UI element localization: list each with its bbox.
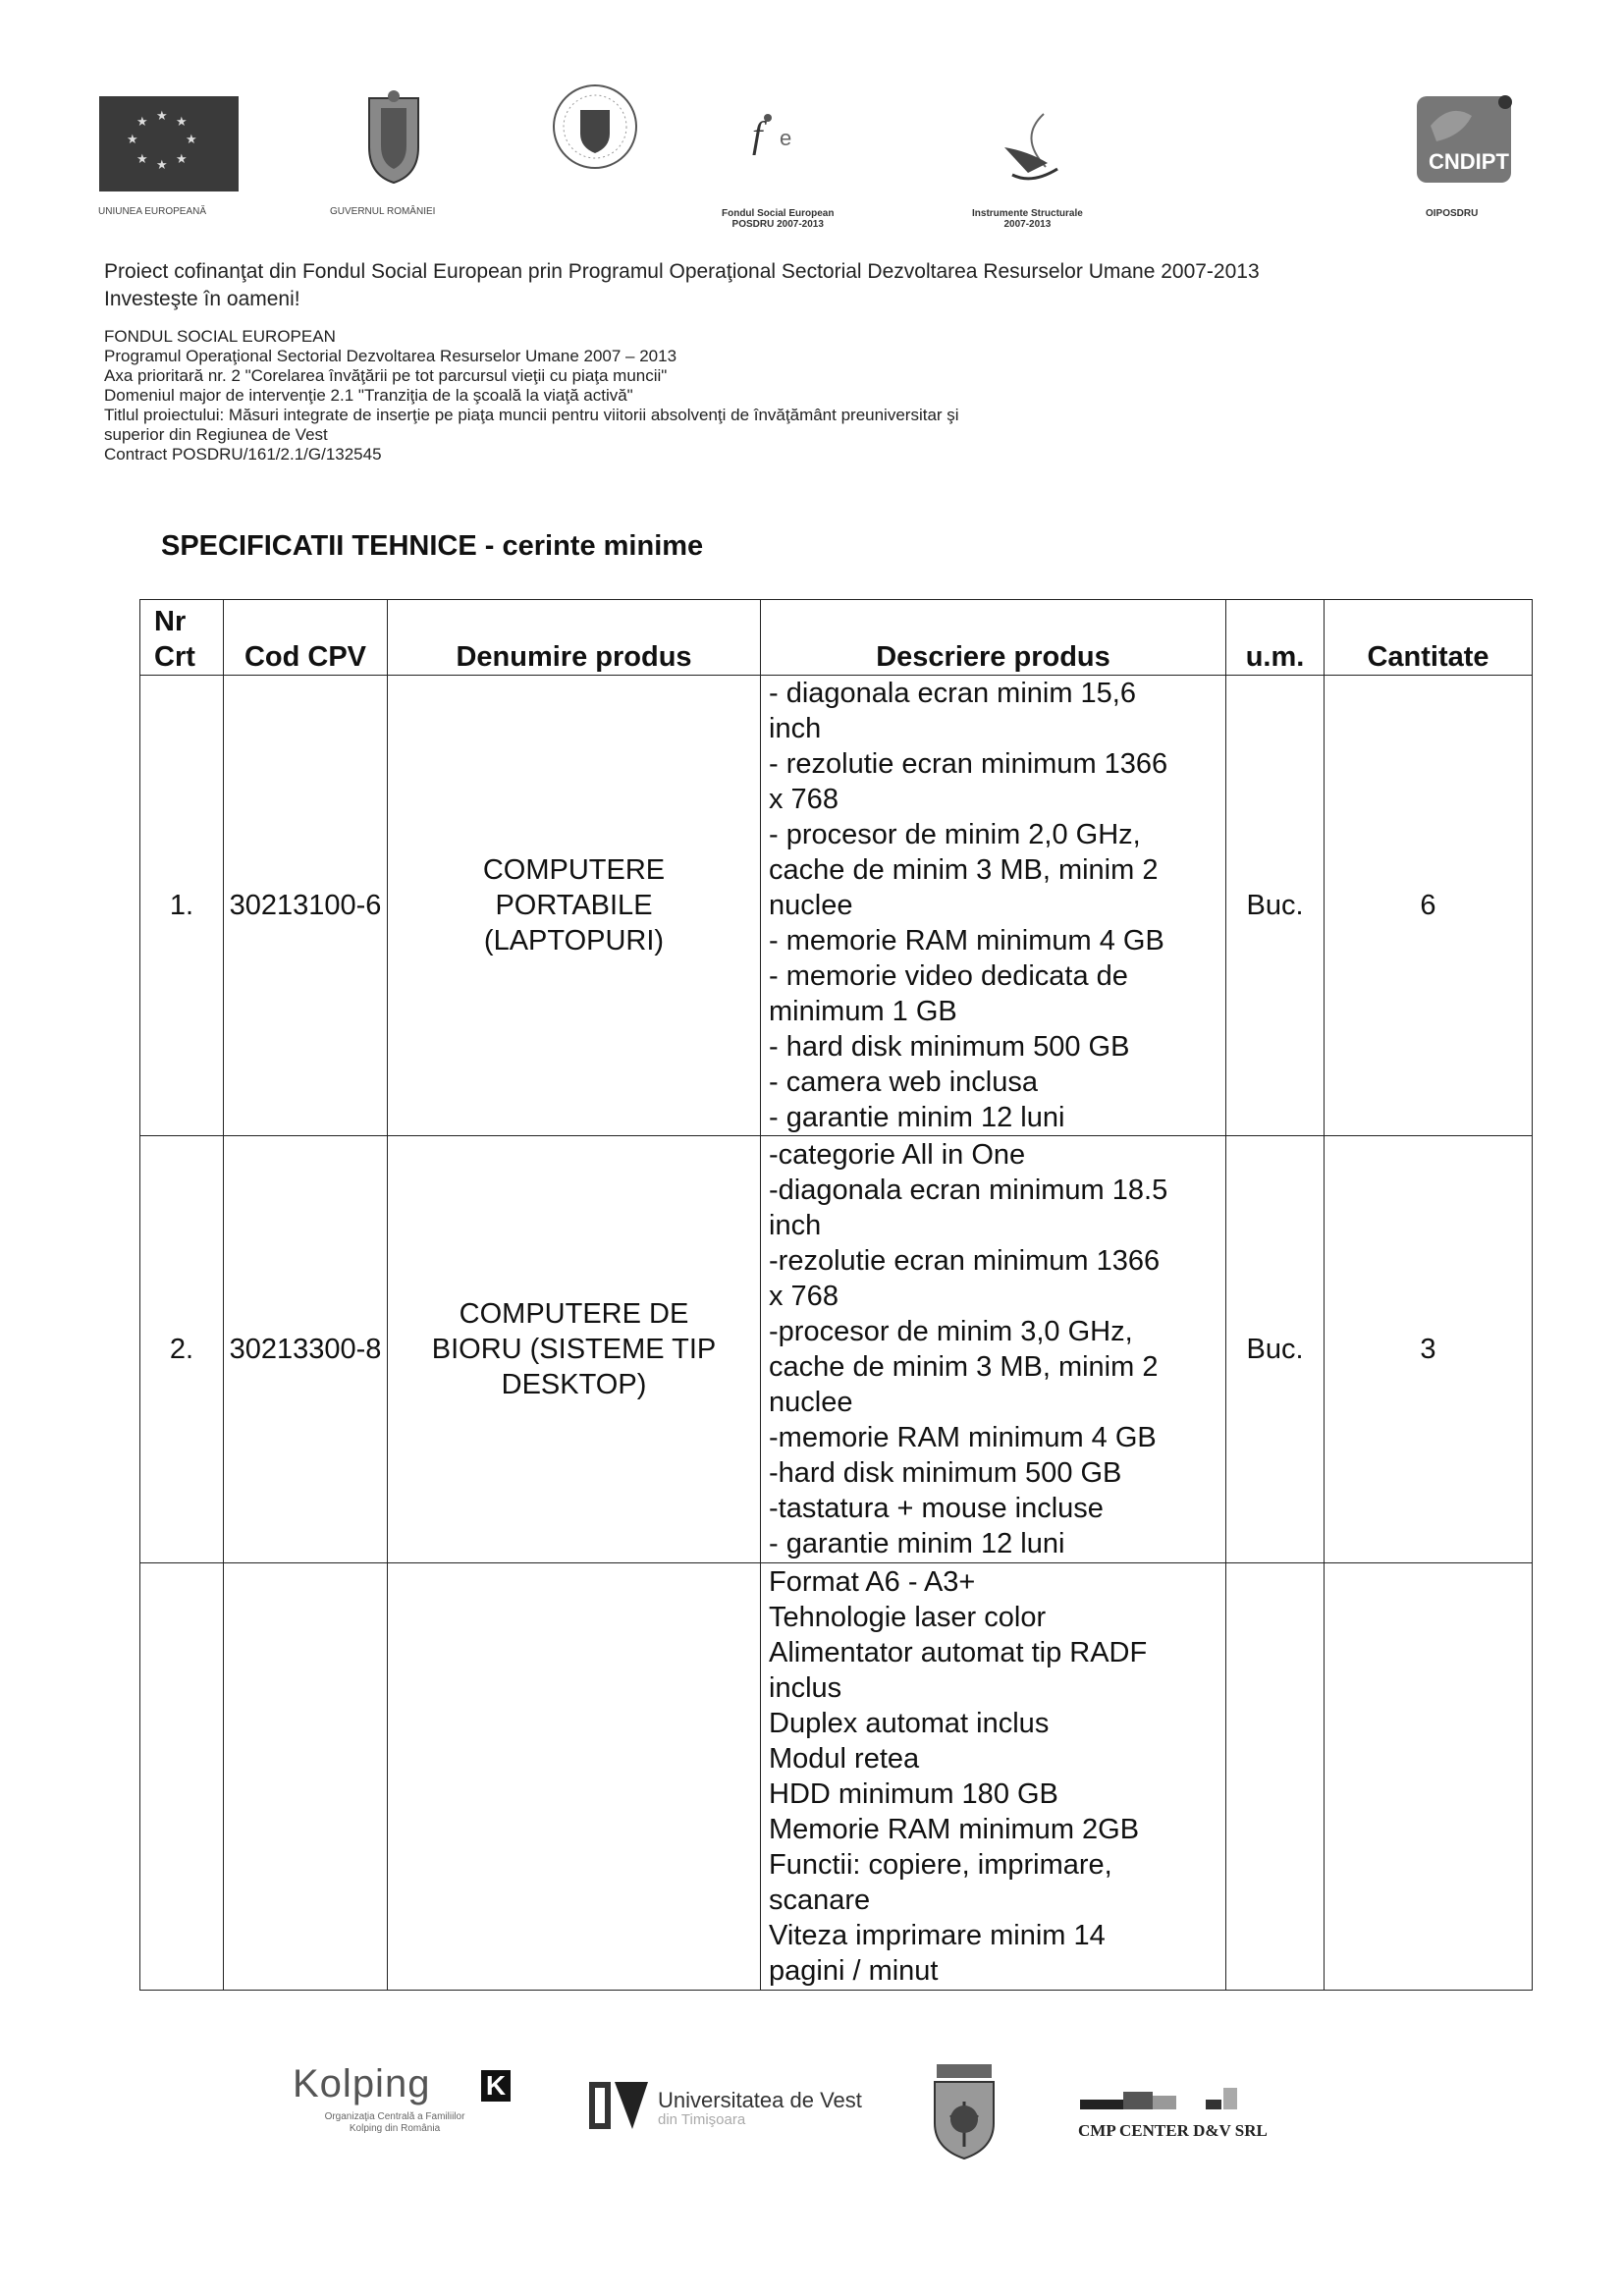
romanian-coat-of-arms-icon — [361, 88, 426, 187]
description-line: cache de minim 3 MB, minim 2 — [769, 854, 1159, 886]
is-caption-line-1: Instrumente Structurale — [972, 208, 1083, 219]
fse-caption-line-1: Fondul Social European — [722, 208, 835, 219]
description-line: Alimentator automat tip RADF — [769, 1637, 1148, 1668]
description-line: -rezolutie ecran minimum 1366 — [769, 1245, 1161, 1277]
description-line: x 768 — [769, 1281, 839, 1312]
description-line: - diagonala ecran minim 15,6 — [769, 678, 1136, 709]
program-line-3: Axa prioritară nr. 2 "Corelarea învăţării pe tot parcursul vieţii cu piaţa muncii" — [104, 366, 668, 385]
header-crt: Crt — [154, 641, 195, 673]
eu-caption: UNIUNEA EUROPEANĂ — [98, 206, 207, 217]
eu-flag-logo: ★ ★ ★ ★ ★ ★ ★ ★ — [99, 96, 239, 191]
description-line: minimum 1 GB — [769, 996, 957, 1027]
table-row — [140, 1563, 1533, 1991]
project-intro — [104, 258, 1260, 313]
description-line: nuclee — [769, 1387, 853, 1418]
description-line: inch — [769, 713, 822, 744]
row-cpv — [224, 1563, 388, 1991]
header-nr: Nr — [154, 606, 187, 637]
header-cpv: Cod CPV — [224, 600, 388, 676]
row-nr — [140, 1563, 224, 1991]
document-title: SPECIFICATII TEHNICE - cerinte minime — [161, 530, 704, 562]
svg-text:f: f — [752, 115, 763, 156]
structural-instruments-logo-icon — [989, 108, 1063, 187]
description-line: - garantie minim 12 luni — [769, 1102, 1065, 1133]
row-product-name — [388, 676, 761, 1136]
is-caption-line-2: 2007-2013 — [1003, 219, 1052, 230]
kolping-subtitle-line-1: Organizaţia Centrală a Familiilor — [324, 2111, 465, 2122]
table-header-row — [140, 600, 1533, 676]
description-line: Format A6 - A3+ — [769, 1566, 976, 1598]
row-description — [761, 1136, 1226, 1563]
fse-caption — [722, 208, 834, 230]
description-line: nuclee — [769, 890, 853, 921]
program-line-2: Programul Operaţional Sectorial Dezvoltarea Resurselor Umane 2007 – 2013 — [104, 347, 677, 365]
description-line: - garantie minim 12 luni — [769, 1528, 1065, 1559]
product-name-line: DESKTOP) — [501, 1369, 647, 1400]
description-line: Viteza imprimare minim 14 — [769, 1920, 1106, 1951]
institution-crest-icon — [929, 2062, 1000, 2160]
row-unit — [1226, 1563, 1325, 1991]
row-description — [761, 676, 1226, 1136]
product-name-line: BIORU (SISTEME TIP — [431, 1334, 717, 1365]
intro-line-1: Proiect cofinanţat din Fondul Social European prin Programul Operaţional Sectorial Dezvoltarea Resurselor Umane 2007-2013 — [104, 260, 1260, 283]
description-line: - hard disk minimum 500 GB — [769, 1031, 1130, 1063]
cmp-name: CMP CENTER D&V SRL — [1078, 2121, 1268, 2140]
description-line: Memorie RAM minimum 2GB — [769, 1814, 1140, 1845]
description-line: inch — [769, 1210, 822, 1241]
cmp-center-logo — [1066, 2086, 1302, 2145]
table-row — [140, 1136, 1533, 1563]
cndipt-label: CNDIPT — [1429, 149, 1509, 174]
uvt-name: Universitatea de Vest — [658, 2088, 862, 2112]
uvt-logo — [587, 2078, 882, 2137]
fse-logo-icon — [746, 110, 815, 157]
row-description — [761, 1563, 1226, 1991]
kolping-subtitle-line-2: Kolping din România — [349, 2123, 441, 2134]
kolping-logo — [293, 2062, 528, 2141]
header-quantity: Cantitate — [1325, 600, 1533, 676]
kolping-k-icon: K — [481, 2070, 511, 2102]
header-unit: u.m. — [1226, 600, 1325, 676]
table-row — [140, 676, 1533, 1136]
uvt-mark-icon — [587, 2078, 650, 2133]
gov-caption: GUVERNUL ROMÂNIEI — [330, 206, 436, 217]
description-line: - memorie video dedicata de — [769, 960, 1128, 992]
row-quantity — [1325, 1563, 1533, 1991]
description-line: scanare — [769, 1885, 871, 1916]
description-line: inclus — [769, 1672, 842, 1704]
description-line: HDD minimum 180 GB — [769, 1778, 1058, 1810]
row-unit: Buc. — [1226, 1136, 1325, 1563]
row-quantity: 3 — [1325, 1136, 1533, 1563]
row-nr: 1. — [140, 676, 224, 1136]
program-line-6: superior din Regiunea de Vest — [104, 425, 328, 444]
description-line: -tastatura + mouse incluse — [769, 1493, 1104, 1524]
row-product-name — [388, 1136, 761, 1563]
ministry-seal-icon — [551, 82, 639, 171]
product-name-line: PORTABILE — [495, 890, 653, 921]
program-line-1: FONDUL SOCIAL EUROPEAN — [104, 327, 336, 346]
is-caption — [972, 208, 1083, 230]
program-line-5: Titlul proiectului: Măsuri integrate de inserţie pe piaţa muncii pentru viitorii absolvenţi de învăţământ preuniversitar şi — [104, 406, 959, 424]
cmp-mark-icon — [1066, 2086, 1282, 2119]
description-line: Duplex automat inclus — [769, 1708, 1050, 1739]
description-line: - memorie RAM minimum 4 GB — [769, 925, 1164, 957]
row-unit: Buc. — [1226, 676, 1325, 1136]
description-line: - camera web inclusa — [769, 1066, 1038, 1098]
description-line: -hard disk minimum 500 GB — [769, 1457, 1122, 1489]
header-description: Descriere produs — [761, 600, 1226, 676]
product-name-line: COMPUTERE — [482, 854, 666, 886]
description-line: -procesor de minim 3,0 GHz, — [769, 1316, 1133, 1347]
kolping-name: Kolping — [293, 2062, 431, 2105]
oiposdru-caption: OIPOSDRU — [1426, 208, 1479, 219]
cndipt-logo — [1411, 86, 1519, 189]
description-line: - procesor de minim 2,0 GHz, — [769, 819, 1141, 850]
kolping-subtitle — [297, 2111, 493, 2135]
program-info-block — [104, 327, 959, 465]
uvt-subtitle: din Timişoara — [658, 2111, 746, 2128]
fse-caption-line-2: POSDRU 2007-2013 — [731, 219, 824, 230]
description-line: -memorie RAM minimum 4 GB — [769, 1422, 1157, 1453]
description-line: - rezolutie ecran minimum 1366 — [769, 748, 1168, 780]
row-quantity: 6 — [1325, 676, 1533, 1136]
description-line: x 768 — [769, 784, 839, 815]
specifications-table — [139, 599, 1533, 1991]
row-cpv: 30213300-8 — [224, 1136, 388, 1563]
product-name-line: (LAPTOPURI) — [483, 925, 665, 957]
product-name-line: COMPUTERE DE — [459, 1298, 689, 1330]
description-line: Functii: copiere, imprimare, — [769, 1849, 1112, 1881]
row-nr: 2. — [140, 1136, 224, 1563]
row-product-name — [388, 1563, 761, 1991]
description-line: pagini / minut — [769, 1955, 939, 1987]
header-product-name: Denumire produs — [388, 600, 761, 676]
description-line: cache de minim 3 MB, minim 2 — [769, 1351, 1159, 1383]
intro-line-2: Investeşte în oameni! — [104, 288, 300, 310]
description-line: -diagonala ecran minimum 18.5 — [769, 1175, 1168, 1206]
description-line: -categorie All in One — [769, 1139, 1026, 1171]
row-cpv: 30213100-6 — [224, 676, 388, 1136]
program-line-7: Contract POSDRU/161/2.1/G/132545 — [104, 445, 382, 464]
program-line-4: Domeniul major de intervenţie 2.1 "Tranziţia de la şcoală la viaţă activă" — [104, 386, 633, 405]
svg-text:e: e — [780, 126, 792, 150]
description-line: Tehnologie laser color — [769, 1602, 1047, 1633]
description-line: Modul retea — [769, 1743, 920, 1775]
header-nr-crt — [140, 600, 224, 676]
